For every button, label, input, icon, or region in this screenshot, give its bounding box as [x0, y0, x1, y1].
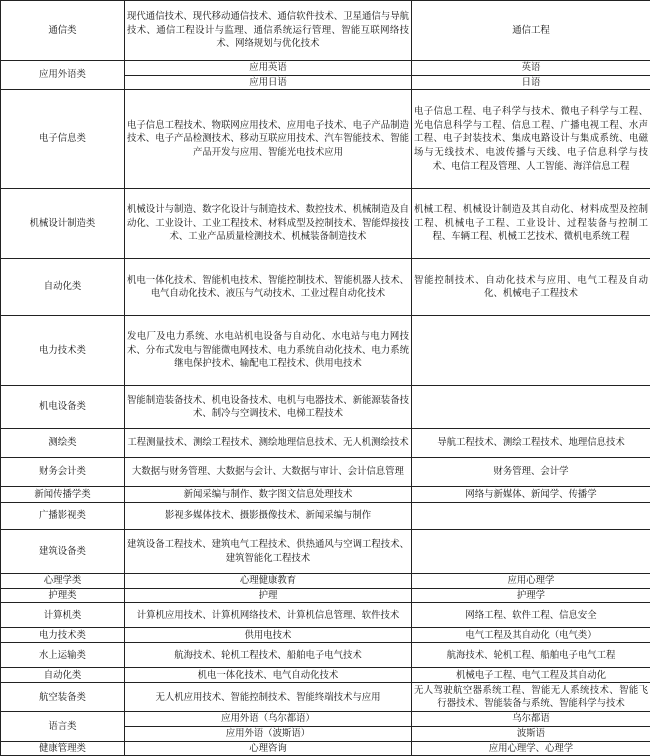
higher-vocational-cell: 应用英语 [125, 61, 412, 76]
category-cell: 机械设计制造类 [1, 189, 125, 259]
bachelor-cell: 护理学 [412, 588, 650, 603]
category-cell: 机电设备类 [1, 386, 125, 429]
higher-vocational-cell: 应用外语（波斯语） [125, 726, 412, 741]
higher-vocational-cell: 计算机应用技术、计算机网络技术、计算机信息管理、软件技术 [125, 603, 412, 628]
category-cell: 航空装备类 [1, 683, 125, 712]
higher-vocational-cell: 应用日语 [125, 75, 412, 90]
table-row [1, 574, 650, 589]
table-row [1, 603, 650, 628]
category-cell: 计算机类 [1, 603, 125, 628]
bachelor-cell: 航海技术、轮机工程、船舶电子电气工程 [412, 643, 650, 668]
category-cell: 电力技术类 [1, 316, 125, 386]
higher-vocational-cell: 应用外语（乌尔都语） [125, 712, 412, 727]
category-cell: 护理类 [1, 588, 125, 603]
bachelor-cell: 乌尔都语 [412, 712, 650, 727]
bachelor-cell: 机械工程、机械设计制造及其自动化、材料成型及控制工程、机械电子工程、工业设计、过程装备与控制工程、车辆工程、机械工艺技术、微机电系统工程 [412, 189, 650, 259]
higher-vocational-cell: 心理健康教育 [125, 574, 412, 589]
bachelor-cell: 导航工程技术、测绘工程技术、地理信息技术 [412, 429, 650, 458]
higher-vocational-cell: 无人机应用技术、智能控制技术、智能终端技术与应用 [125, 683, 412, 712]
table-row [1, 487, 650, 503]
table-row [1, 643, 650, 668]
bachelor-cell [412, 316, 650, 386]
bachelor-cell: 应用心理学 [412, 574, 650, 589]
higher-vocational-cell: 电子信息工程技术、物联网应用技术、应用电子技术、电子产品制造技术、电子产品检测技术、移动互联应用技术、汽车智能技术、智能产品开发与应用、智能光电技术应用 [125, 90, 412, 189]
table-row [1, 628, 650, 643]
higher-vocational-cell: 护理 [125, 588, 412, 603]
bachelor-cell [412, 386, 650, 429]
table-row [1, 189, 650, 259]
bachelor-cell: 电气工程及其自动化（电气类） [412, 628, 650, 643]
higher-vocational-cell: 机械设计与制造、数字化设计与制造技术、数控技术、机械制造及自动化、工业设计、工业工程技术、材料成型及控制技术、智能焊接技术、工业产品质量检测技术、机械装备制造技术 [125, 189, 412, 259]
category-cell: 财务会计类 [1, 458, 125, 487]
bachelor-cell: 财务管理、会计学 [412, 458, 650, 487]
table-row [1, 503, 650, 530]
category-cell: 通信类 [1, 1, 125, 61]
higher-vocational-cell: 机电一体化技术、智能机电技术、智能控制技术、智能机器人技术、电气自动化技术、液压与气动技术、工业过程自动化技术 [125, 259, 412, 316]
category-cell: 广播影视类 [1, 503, 125, 530]
table-row [1, 712, 650, 727]
higher-vocational-cell: 机电一体化技术、电气自动化技术 [125, 668, 412, 683]
higher-vocational-cell: 大数据与财务管理、大数据与会计、大数据与审计、会计信息管理 [125, 458, 412, 487]
higher-vocational-cell: 新闻采编与制作、数字图文信息处理技术 [125, 487, 412, 503]
table-row [1, 61, 650, 76]
higher-vocational-cell: 工程测量技术、测绘工程技术、测绘地理信息技术、无人机测绘技术 [125, 429, 412, 458]
bachelor-cell: 网络工程、软件工程、信息安全 [412, 603, 650, 628]
higher-vocational-cell: 供用电技术 [125, 628, 412, 643]
category-cell: 水上运输类 [1, 643, 125, 668]
higher-vocational-cell: 发电厂及电力系统、水电站机电设备与自动化、水电站与电力网技术、分布式发电与智能微电网技术、电力系统自动化技术、电力系统继电保护技术、输配电工程技术、供用电技术 [125, 316, 412, 386]
bachelor-cell: 智能控制技术、自动化技术与应用、电气工程及自动化、机械电子工程技术 [412, 259, 650, 316]
category-cell: 自动化类 [1, 259, 125, 316]
bachelor-cell: 无人驾驶航空器系统工程、智能无人系统技术、智能飞行器技术、智能装备与系统、智能科学与技术 [412, 683, 650, 712]
table-row [1, 588, 650, 603]
higher-vocational-cell: 心理咨询 [125, 741, 412, 756]
table-row [1, 458, 650, 487]
table-row [1, 741, 650, 756]
bachelor-cell [412, 530, 650, 574]
category-cell: 应用外语类 [1, 61, 125, 90]
category-cell: 语言类 [1, 712, 125, 741]
higher-vocational-cell: 现代通信技术、现代移动通信技术、通信软件技术、卫星通信与导航技术、通信工程设计与监理、通信系统运行管理、智能互联网络技术、网络规划与优化技术 [125, 1, 412, 61]
bachelor-cell: 通信工程 [412, 1, 650, 61]
bachelor-cell: 机械电子工程、电气工程及其自动化 [412, 668, 650, 683]
table-row [1, 530, 650, 574]
category-cell: 心理学类 [1, 574, 125, 589]
table-row [1, 429, 650, 458]
bachelor-cell: 日语 [412, 75, 650, 90]
table-row [1, 90, 650, 189]
category-cell: 新闻传播学类 [1, 487, 125, 503]
table-row [1, 1, 650, 61]
category-cell: 自动化类 [1, 668, 125, 683]
table-row [1, 316, 650, 386]
category-cell: 电力技术类 [1, 628, 125, 643]
higher-vocational-cell: 智能制造装备技术、机电设备技术、电机与电器技术、新能源装备技术、制冷与空调技术、电梯工程技术 [125, 386, 412, 429]
table-row [1, 259, 650, 316]
higher-vocational-cell: 航海技术、轮机工程技术、船舶电子电气技术 [125, 643, 412, 668]
table-row [1, 668, 650, 683]
bachelor-cell [412, 503, 650, 530]
category-cell: 测绘类 [1, 429, 125, 458]
table-row [1, 683, 650, 712]
category-cell: 建筑设备类 [1, 530, 125, 574]
bachelor-cell: 波斯语 [412, 726, 650, 741]
higher-vocational-cell: 影视多媒体技术、摄影摄像技术、新闻采编与制作 [125, 503, 412, 530]
bachelor-cell: 应用心理学、心理学 [412, 741, 650, 756]
category-cell: 健康管理类 [1, 741, 125, 756]
category-cell: 电子信息类 [1, 90, 125, 189]
bachelor-cell: 英语 [412, 61, 650, 76]
bachelor-cell: 电子信息工程、电子科学与技术、微电子科学与工程、光电信息科学与工程、信息工程、广播电视工程、水声工程、电子封装技术、集成电路设计与集成系统、电磁场与无线技术、电波传播与天线、电子信息科学与技术、电信工程及管理、人工智能、海洋信息工程 [412, 90, 650, 189]
table-row [1, 386, 650, 429]
higher-vocational-cell: 建筑设备工程技术、建筑电气工程技术、供热通风与空调工程技术、建筑智能化工程技术 [125, 530, 412, 574]
bachelor-cell: 网络与新媒体、新闻学、传播学 [412, 487, 650, 503]
